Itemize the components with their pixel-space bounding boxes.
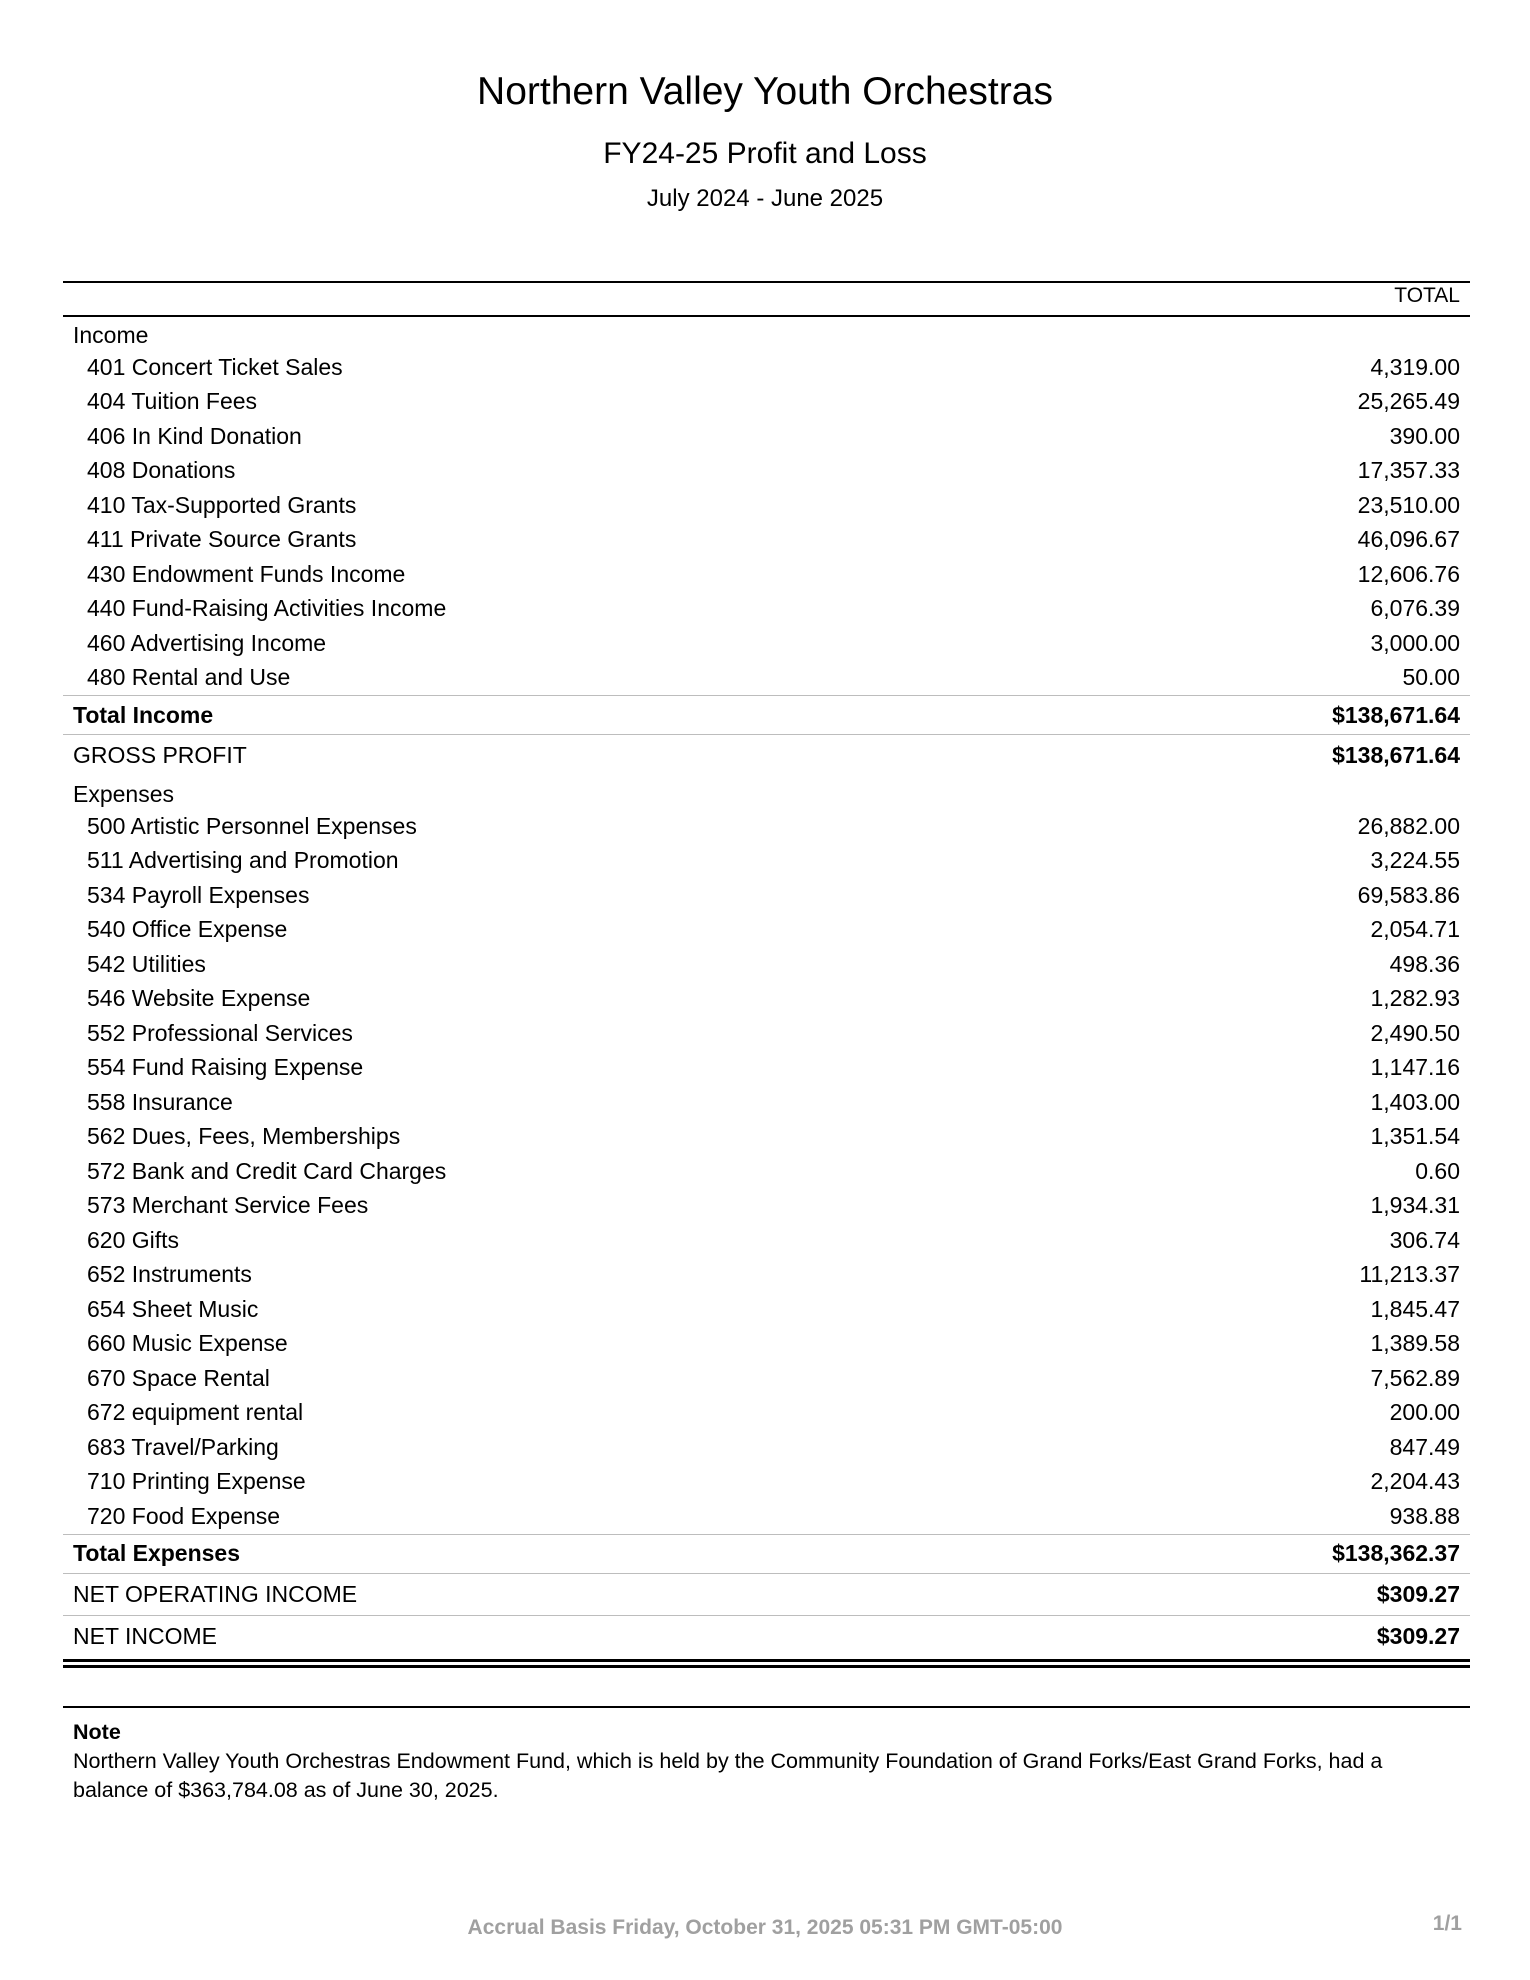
line-item-label: 652 Instruments bbox=[87, 1261, 252, 1288]
line-item-label: 511 Advertising and Promotion bbox=[87, 847, 399, 874]
note-section bbox=[63, 1706, 1470, 1805]
row-label: NET INCOME bbox=[73, 1622, 217, 1649]
line-item-amount: 1,934.31 bbox=[1370, 1192, 1460, 1219]
line-item-label: 683 Travel/Parking bbox=[87, 1433, 279, 1460]
row-amount: $138,671.64 bbox=[1332, 742, 1460, 768]
line-item-row bbox=[63, 1327, 1470, 1362]
line-item-amount: 6,076.39 bbox=[1370, 595, 1460, 622]
line-item-amount: 0.60 bbox=[1415, 1157, 1460, 1184]
line-item-row bbox=[63, 592, 1470, 627]
line-item-row bbox=[63, 913, 1470, 948]
line-item-amount: 938.88 bbox=[1389, 1502, 1460, 1529]
line-item-amount: 1,282.93 bbox=[1370, 985, 1460, 1012]
report-period: July 2024 - June 2025 bbox=[646, 185, 884, 212]
line-item-amount: 7,562.89 bbox=[1370, 1364, 1460, 1391]
line-item-row bbox=[63, 1258, 1470, 1293]
line-item-label: 660 Music Expense bbox=[87, 1330, 288, 1357]
line-item-row bbox=[63, 1085, 1470, 1120]
row-amount: $138,671.64 bbox=[1332, 701, 1460, 728]
line-item-row bbox=[63, 385, 1470, 420]
line-item-amount: 1,351.54 bbox=[1370, 1123, 1460, 1150]
total-expenses-row bbox=[63, 1534, 1470, 1573]
line-item-amount: 46,096.67 bbox=[1357, 526, 1460, 553]
section-label: Expenses bbox=[73, 781, 175, 807]
report-title: FY24-25 Profit and Loss bbox=[603, 137, 927, 170]
line-item-row bbox=[63, 661, 1470, 696]
row-label: Total Income bbox=[73, 701, 214, 728]
line-item-label: 554 Fund Raising Expense bbox=[87, 1054, 364, 1081]
line-item-label: 430 Endowment Funds Income bbox=[87, 560, 406, 587]
line-item-amount: 306.74 bbox=[1389, 1226, 1460, 1253]
line-item-amount: 1,147.16 bbox=[1370, 1054, 1460, 1081]
line-item-amount: 17,357.33 bbox=[1357, 457, 1460, 484]
line-item-row bbox=[63, 1016, 1470, 1051]
line-item-row bbox=[63, 557, 1470, 592]
section-label: Income bbox=[73, 322, 149, 348]
line-item-row bbox=[63, 1292, 1470, 1327]
note-text: Northern Valley Youth Orchestras Endowment Fund, which is held by the Community Foundation of Grand Forks/East Grand Forks, had a balance of $363,784.08 as of June 30, 2025. bbox=[73, 1749, 1383, 1802]
row-amount: $309.27 bbox=[1376, 1622, 1460, 1649]
line-item-amount: 50.00 bbox=[1402, 664, 1460, 691]
line-item-amount: 25,265.49 bbox=[1357, 388, 1460, 415]
line-item-label: 573 Merchant Service Fees bbox=[87, 1192, 369, 1219]
total-income-row bbox=[63, 695, 1470, 734]
gross-profit-row bbox=[63, 734, 1470, 776]
line-item-row bbox=[63, 1396, 1470, 1431]
line-item-label: 546 Website Expense bbox=[87, 985, 311, 1012]
expense-items bbox=[63, 809, 1470, 1534]
line-item-amount: 2,490.50 bbox=[1370, 1019, 1460, 1046]
line-item-label: 480 Rental and Use bbox=[87, 664, 291, 691]
line-item-row bbox=[63, 454, 1470, 489]
line-item-row bbox=[63, 1499, 1470, 1534]
line-item-label: 440 Fund-Raising Activities Income bbox=[87, 595, 447, 622]
note-heading: Note bbox=[73, 1720, 121, 1744]
row-label: GROSS PROFIT bbox=[73, 742, 247, 768]
line-item-row bbox=[63, 1120, 1470, 1155]
line-item-amount: 12,606.76 bbox=[1357, 560, 1460, 587]
line-item-amount: 1,845.47 bbox=[1370, 1295, 1460, 1322]
income-section-heading bbox=[63, 317, 1470, 350]
line-item-amount: 2,204.43 bbox=[1370, 1468, 1460, 1495]
line-item-label: 572 Bank and Credit Card Charges bbox=[87, 1157, 447, 1184]
line-item-row bbox=[63, 1223, 1470, 1258]
line-item-label: 406 In Kind Donation bbox=[87, 422, 302, 449]
line-item-row bbox=[63, 878, 1470, 913]
line-item-label: 558 Insurance bbox=[87, 1088, 233, 1115]
line-item-amount: 69,583.86 bbox=[1357, 881, 1460, 908]
line-item-row bbox=[63, 809, 1470, 844]
line-item-label: 410 Tax-Supported Grants bbox=[87, 491, 357, 518]
line-item-label: 562 Dues, Fees, Memberships bbox=[87, 1123, 401, 1150]
line-item-row bbox=[63, 488, 1470, 523]
row-amount: $138,362.37 bbox=[1332, 1540, 1460, 1566]
line-item-label: 404 Tuition Fees bbox=[87, 388, 258, 415]
line-item-amount: 847.49 bbox=[1389, 1433, 1460, 1460]
line-item-row bbox=[63, 523, 1470, 558]
line-item-row bbox=[63, 1465, 1470, 1500]
line-item-label: 620 Gifts bbox=[87, 1226, 180, 1253]
line-item-row bbox=[63, 1154, 1470, 1189]
row-label: Total Expenses bbox=[73, 1540, 241, 1566]
expenses-section-heading bbox=[63, 776, 1470, 809]
line-item-amount: 1,389.58 bbox=[1370, 1330, 1460, 1357]
net-operating-income-row bbox=[63, 1573, 1470, 1615]
report-footer: Accrual Basis Friday, October 31, 2025 05:31 PM GMT-05:00 bbox=[467, 1916, 1063, 1939]
line-item-label: 408 Donations bbox=[87, 457, 236, 484]
line-item-label: 534 Payroll Expenses bbox=[87, 881, 310, 908]
line-item-row bbox=[63, 419, 1470, 454]
income-items bbox=[63, 350, 1470, 695]
column-header bbox=[63, 281, 1470, 317]
line-item-row bbox=[63, 947, 1470, 982]
line-item-amount: 1,403.00 bbox=[1370, 1088, 1460, 1115]
line-item-amount: 498.36 bbox=[1389, 950, 1460, 977]
row-label: NET OPERATING INCOME bbox=[73, 1580, 358, 1607]
line-item-label: 500 Artistic Personnel Expenses bbox=[87, 812, 417, 839]
line-item-row bbox=[63, 1051, 1470, 1086]
line-item-amount: 4,319.00 bbox=[1370, 353, 1460, 380]
line-item-label: 672 equipment rental bbox=[87, 1399, 304, 1426]
profit-loss-table bbox=[63, 281, 1470, 1668]
line-item-row bbox=[63, 350, 1470, 385]
line-item-row bbox=[63, 1361, 1470, 1396]
line-item-label: 552 Professional Services bbox=[87, 1019, 353, 1046]
line-item-amount: 390.00 bbox=[1389, 422, 1460, 449]
line-item-label: 710 Printing Expense bbox=[87, 1468, 306, 1495]
line-item-row bbox=[63, 1430, 1470, 1465]
double-underline bbox=[63, 1659, 1470, 1668]
line-item-amount: 23,510.00 bbox=[1357, 491, 1460, 518]
line-item-label: 670 Space Rental bbox=[87, 1364, 270, 1391]
line-item-label: 542 Utilities bbox=[87, 950, 206, 977]
net-income-row bbox=[63, 1615, 1470, 1657]
line-item-amount: 11,213.37 bbox=[1359, 1261, 1460, 1288]
line-item-amount: 26,882.00 bbox=[1357, 812, 1460, 839]
company-name: Northern Valley Youth Orchestras bbox=[477, 70, 1053, 113]
line-item-row bbox=[63, 1189, 1470, 1224]
page-number: 1/1 bbox=[1432, 1912, 1462, 1935]
line-item-amount: 3,000.00 bbox=[1370, 629, 1460, 656]
line-item-row bbox=[63, 626, 1470, 661]
line-item-amount: 3,224.55 bbox=[1370, 847, 1460, 874]
line-item-label: 654 Sheet Music bbox=[87, 1295, 259, 1322]
line-item-label: 411 Private Source Grants bbox=[87, 526, 357, 553]
line-item-label: 460 Advertising Income bbox=[87, 629, 327, 656]
line-item-row bbox=[63, 844, 1470, 879]
line-item-label: 540 Office Expense bbox=[87, 916, 288, 943]
line-item-row bbox=[63, 982, 1470, 1017]
total-column-label: TOTAL bbox=[1394, 284, 1460, 307]
line-item-amount: 200.00 bbox=[1389, 1399, 1460, 1426]
line-item-label: 401 Concert Ticket Sales bbox=[87, 353, 343, 380]
line-item-label: 720 Food Expense bbox=[87, 1502, 281, 1529]
line-item-amount: 2,054.71 bbox=[1370, 916, 1460, 943]
row-amount: $309.27 bbox=[1376, 1580, 1460, 1607]
